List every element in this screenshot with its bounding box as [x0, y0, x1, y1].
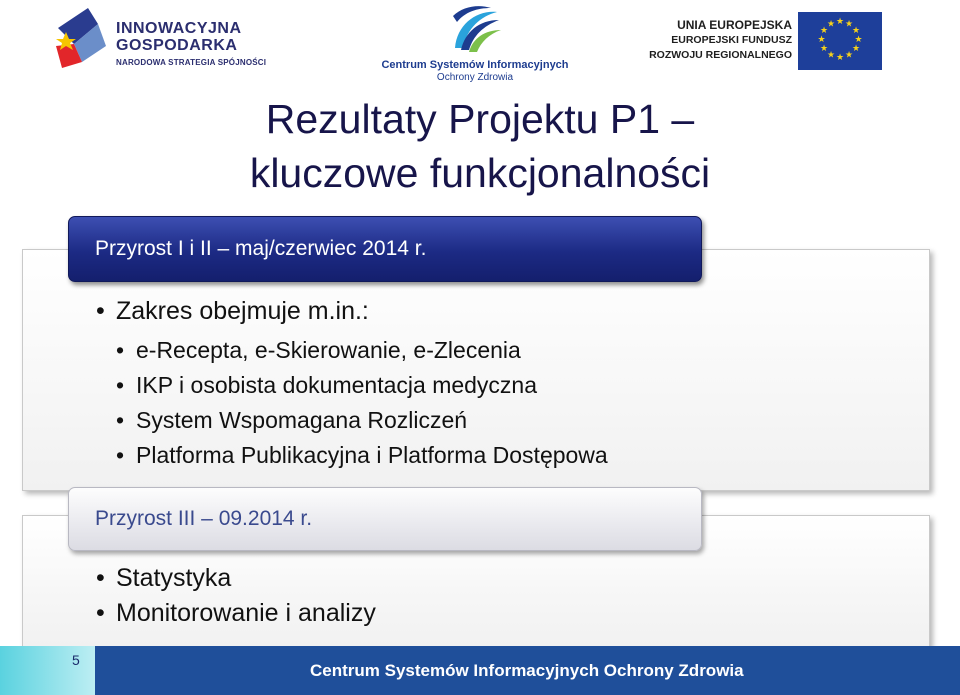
section2-header	[68, 487, 702, 551]
svg-text:★: ★	[844, 19, 854, 30]
list-item: • Zakres obejmuje m.in.:	[96, 296, 369, 326]
svg-text:★: ★	[835, 17, 845, 27]
csioz-name: Centrum Systemów Informacyjnych	[381, 59, 569, 71]
svg-text:★: ★	[819, 44, 829, 54]
slide-title	[140, 92, 820, 200]
slide-footer	[0, 646, 960, 695]
list-item: • System Wspomagana Rozliczeń	[116, 403, 608, 438]
svg-text:★: ★	[851, 26, 861, 36]
section2-items-list	[96, 561, 376, 631]
innowacyjna-gospodarka-emblem-icon	[52, 6, 108, 74]
list-item: • IKP i osobista dokumentacja medyczna	[116, 368, 608, 403]
list-item: • e-Recepta, e-Skierowanie, e-Zlecenia	[116, 333, 608, 368]
svg-text:★: ★	[854, 35, 863, 45]
footer-organization: Centrum Systemów Informacyjnych Ochrony Zdrowia	[310, 661, 744, 680]
svg-text:★: ★	[826, 50, 836, 61]
ig-line3: NARODOWA STRATEGIA SPÓJNOŚCI	[116, 58, 267, 67]
svg-text:★: ★	[817, 35, 826, 45]
svg-text:★: ★	[819, 26, 829, 36]
section1-header	[68, 216, 702, 282]
svg-text:★: ★	[835, 53, 845, 63]
page-number: 5	[72, 652, 80, 668]
list-item: • Statystyka	[96, 561, 376, 596]
section1-header-text: Przyrost I i II – maj/czerwiec 2014 r.	[95, 237, 427, 260]
csioz-subname: Ochrony Zdrowia	[436, 72, 514, 83]
eu-line1: UNIA EUROPEJSKA	[677, 18, 792, 32]
innowacyjna-gospodarka-logo	[52, 6, 272, 78]
section1-intro-list	[96, 296, 369, 326]
eu-line3: ROZWOJU REGIONALNEGO	[649, 49, 792, 61]
eu-flag-icon	[798, 12, 882, 70]
svg-text:★: ★	[826, 19, 836, 30]
ig-line2: GOSPODARKA	[116, 37, 238, 54]
list-item: • Platforma Publikacyjna i Platforma Dostępowa	[116, 438, 608, 473]
svg-text:★: ★	[851, 44, 861, 54]
section2-header-text: Przyrost III – 09.2014 r.	[95, 507, 313, 530]
eu-line2: EUROPEJSKI FUNDUSZ	[671, 34, 792, 46]
slide-title-line2: kluczowe funkcjonalności	[249, 150, 711, 196]
slide-title-line1: Rezultaty Projektu P1 –	[265, 96, 695, 142]
ig-line1: INNOWACYJNA	[116, 20, 242, 37]
svg-text:★: ★	[844, 50, 854, 61]
eu-logo	[648, 10, 888, 72]
list-item: • Monitorowanie i analizy	[96, 596, 376, 631]
csioz-logo	[375, 2, 575, 82]
csioz-swirl-icon	[447, 2, 503, 58]
page-number-tab	[0, 646, 95, 695]
section1-items-list	[116, 333, 608, 473]
